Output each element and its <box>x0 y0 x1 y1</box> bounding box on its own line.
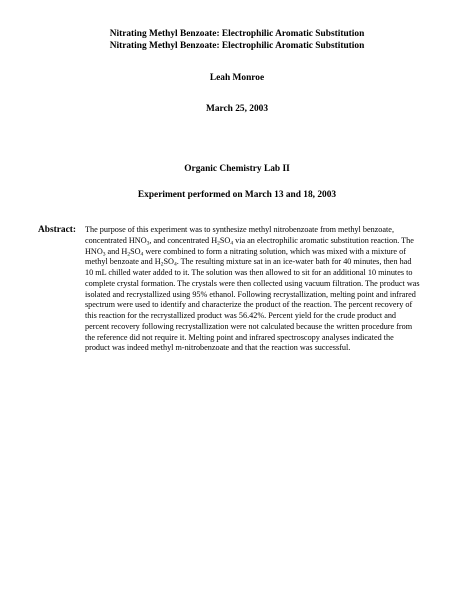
chemical-subscript: 3 <box>146 240 150 247</box>
abstract-text: The purpose of this experiment was to synthesize methyl nitrobenzoate from methyl benzoate, <box>85 225 394 234</box>
abstract-text: SO <box>130 246 141 256</box>
abstract-line <box>85 257 437 268</box>
abstract-text: isolated and recrystallized using 95% ethanol. Following recrystallization, melting point and infrared <box>85 289 416 299</box>
abstract-text: were combined to form a nitrating solution, which was mixed with a mixture of <box>143 246 406 256</box>
abstract-text: the reference did not require it. Melting point and infrared spectroscopy analyses indicated the <box>85 332 394 342</box>
abstract-line <box>85 322 437 333</box>
author-name: Leah Monroe <box>209 73 265 83</box>
experiment-dates: Experiment performed on March 13 and 18, 2003 <box>137 190 337 200</box>
chemical-subscript: 4 <box>173 261 177 268</box>
chemical-subscript: 2 <box>217 240 220 247</box>
chemical-subscript: 2 <box>160 261 164 268</box>
abstract-text: complete crystal formation. The crystals were then collected using vacuum filtration. The product was <box>85 278 420 288</box>
chemical-subscript: 2 <box>127 251 131 257</box>
abstract-text: HNO <box>85 246 103 256</box>
abstract-line <box>85 311 437 322</box>
abstract-text: . The resulting mixture sat in an ice-water bath for 40 minutes, then had <box>176 257 412 267</box>
abstract-text: product was indeed methyl m-nitrobenzoate and that the reaction was successful. <box>85 343 351 353</box>
abstract-text: via an electrophilic aromatic substitution reaction. The <box>233 235 414 245</box>
abstract-line <box>85 343 437 354</box>
title-line-1: Nitrating Methyl Benzoate: Electrophilic Aromatic Substitution <box>109 29 365 39</box>
abstract-text: and H <box>105 246 128 256</box>
abstract-label: Abstract: <box>38 225 77 235</box>
report-date: March 25, 2003 <box>205 104 269 114</box>
abstract-text: methyl benzoate and H <box>85 257 161 267</box>
abstract-text: SO <box>219 235 231 245</box>
abstract-text: 10 mL chilled water added to it. The solution was then allowed to sit for an additional 10 minutes to <box>85 268 413 277</box>
chemical-subscript: 4 <box>230 240 234 247</box>
chemical-subscript: 4 <box>140 251 144 257</box>
abstract-text: , and concentrated H <box>149 235 218 245</box>
abstract-text: this reaction for the recrystallized product was 56.42%. Percent yield for the crude product and <box>85 311 397 320</box>
abstract-text: SO <box>163 257 174 267</box>
title-line-2: Nitrating Methyl Benzoate: Electrophilic Aromatic Substitution <box>109 41 365 51</box>
abstract-body <box>85 225 437 354</box>
course-name: Organic Chemistry Lab II <box>184 164 290 174</box>
abstract-line <box>85 279 437 290</box>
abstract-line <box>85 290 437 301</box>
abstract-text: concentrated HNO <box>85 235 147 245</box>
abstract-line <box>85 225 437 236</box>
abstract-line <box>85 268 437 279</box>
abstract-line <box>85 300 437 311</box>
abstract-text: spectrum were used to identify and characterize the product of the reaction. The percent recovery of <box>85 300 413 310</box>
abstract-line <box>85 247 437 258</box>
chemical-subscript: 3 <box>102 251 106 257</box>
abstract-line <box>85 333 437 344</box>
abstract-line <box>85 236 437 247</box>
abstract-text: percent recovery following recrystallization were not calculated because the written procedure from <box>85 321 413 331</box>
